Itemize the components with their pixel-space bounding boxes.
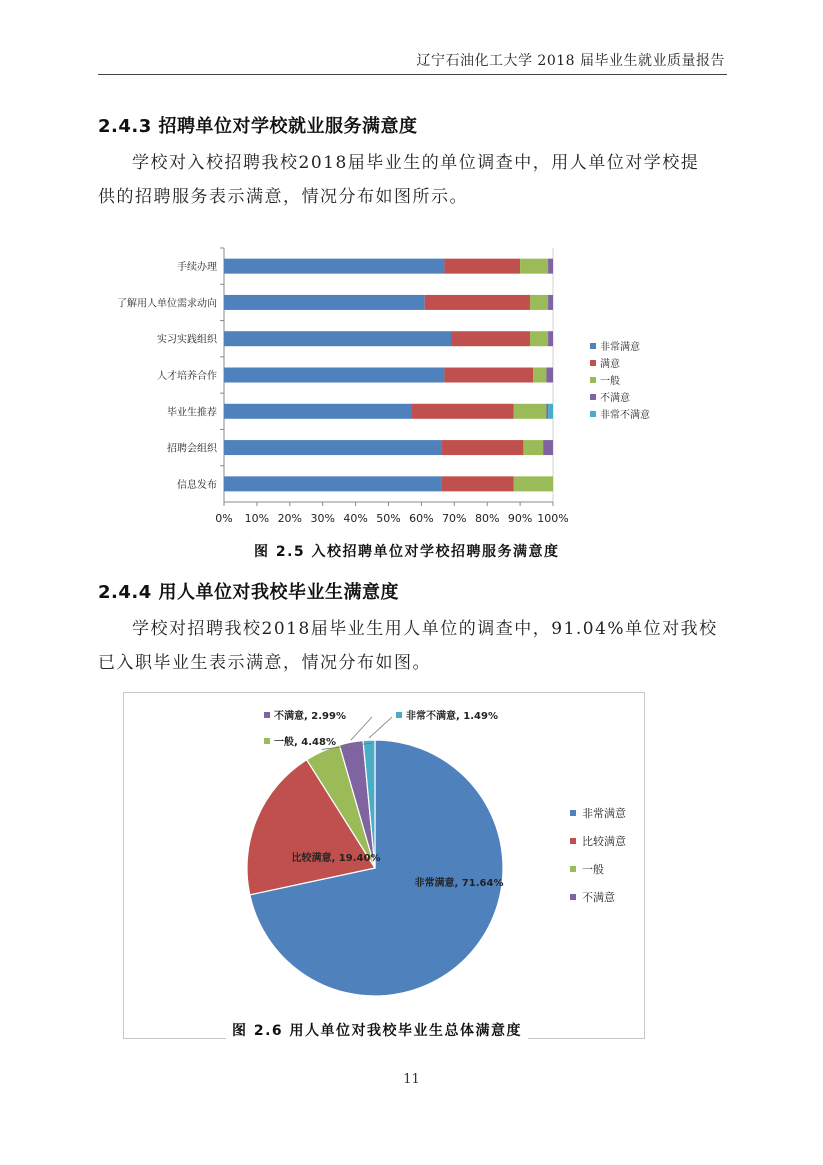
bar-segment: [548, 259, 553, 274]
bar-legend-label: 满意: [600, 359, 620, 370]
pie-legend-label: 比较满意: [582, 835, 626, 848]
bar-segment: [444, 368, 533, 383]
bar-legend-swatch: [590, 411, 596, 417]
bar-x-tick-label: 60%: [409, 512, 434, 525]
bar-segment: [425, 295, 530, 310]
bar-segment: [224, 331, 451, 346]
bar-chart: [100, 240, 720, 535]
bar-segment: [224, 404, 412, 419]
header-rule: [98, 74, 727, 75]
bar-segment: [530, 295, 548, 310]
bar-segment: [444, 259, 520, 274]
bar-category-label: 人才培养合作: [157, 371, 217, 382]
bar-segment: [548, 295, 553, 310]
pie-legend-swatch: [570, 866, 576, 872]
pie-data-label: 比较满意, 19.40%: [291, 853, 381, 864]
bar-category-label: 实习实践组织: [157, 334, 217, 346]
pie-data-label: 一般, 4.48%: [274, 737, 336, 748]
bar-x-tick-label: 100%: [537, 512, 569, 525]
section-244-heading: 2.4.4 用人单位对我校毕业生满意度: [98, 582, 400, 603]
pie-leader-line: [351, 717, 372, 740]
bar-legend-swatch: [590, 343, 596, 349]
pie-legend-label: 一般: [582, 863, 604, 876]
bar-x-tick-label: 20%: [277, 512, 303, 525]
bar-category-label: 信息发布: [177, 479, 217, 491]
bar-x-tick-label: 30%: [310, 512, 335, 525]
pie-data-label: 非常不满意, 1.49%: [406, 711, 498, 722]
section-243-heading: 2.4.3 招聘单位对学校就业服务满意度: [98, 116, 418, 137]
bar-x-tick-label: 40%: [343, 512, 368, 525]
bar-legend-label: 不满意: [600, 393, 630, 404]
bar-x-tick-label: 80%: [474, 512, 500, 525]
bar-segment: [520, 259, 548, 274]
bar-segment: [548, 331, 553, 346]
pie-legend-swatch: [570, 810, 576, 816]
bar-x-tick-label: 10%: [244, 512, 270, 525]
bar-category-label: 毕业生推荐: [167, 407, 217, 419]
bar-segment: [514, 476, 553, 491]
report-header: 辽宁石油化工大学 2018 届毕业生就业质量报告: [416, 53, 725, 69]
bar-segment: [546, 404, 548, 419]
section-244-line-2: 已入职毕业生表示满意，情况分布如图。: [98, 653, 431, 673]
bar-segment: [451, 331, 530, 346]
section-244-line-1: 学校对招聘我校2018届毕业生用人单位的调查中，91.04%单位对我校: [132, 619, 718, 639]
bar-segment: [441, 440, 523, 455]
bar-legend-swatch: [590, 360, 596, 366]
bar-legend-label: 非常满意: [600, 342, 640, 353]
pie-leader-line: [369, 717, 392, 738]
pie-label-swatch: [396, 712, 402, 718]
bar-segment: [546, 368, 553, 383]
pie-chart-svg: [124, 693, 644, 1038]
bar-segment: [514, 404, 547, 419]
bar-segment: [224, 295, 425, 310]
pie-data-label: 非常满意, 71.64%: [414, 878, 504, 889]
bar-legend-swatch: [590, 377, 596, 383]
pie-label-swatch: [264, 712, 270, 718]
bar-legend-label: 非常不满意: [600, 410, 650, 421]
pie-legend-label: 非常满意: [582, 807, 626, 820]
pie-data-label: 不满意, 2.99%: [274, 711, 346, 722]
page-number: 11: [403, 1072, 420, 1087]
bar-segment: [548, 404, 553, 419]
pie-legend-swatch: [570, 894, 576, 900]
bar-x-tick-label: 90%: [507, 512, 533, 525]
section-244-paragraph: [98, 612, 728, 680]
bar-segment: [224, 259, 444, 274]
bar-x-tick-label: 70%: [442, 512, 467, 525]
bar-segment: [530, 331, 548, 346]
bar-legend-label: 一般: [600, 376, 620, 387]
bar-category-label: 手续办理: [177, 262, 217, 274]
section-243-paragraph: [98, 146, 728, 214]
figure-2-5-caption: 图 2.5 入校招聘单位对学校招聘服务满意度: [254, 544, 560, 560]
bar-segment: [441, 476, 513, 491]
pie-chart-frame: [123, 692, 645, 1039]
pie-legend-swatch: [570, 838, 576, 844]
figure-2-6-caption: 图 2.6 用人单位对我校毕业生总体满意度: [226, 1020, 528, 1040]
bar-legend-swatch: [590, 394, 596, 400]
bar-segment: [543, 440, 553, 455]
bar-segment: [224, 440, 441, 455]
bar-segment: [523, 440, 543, 455]
bar-segment: [224, 368, 444, 383]
pie-label-swatch: [264, 738, 270, 744]
pie-legend-label: 不满意: [582, 891, 615, 904]
section-243-line-1: 学校对入校招聘我校2018届毕业生的单位调查中，用人单位对学校提: [132, 153, 700, 173]
bar-x-tick-label: 50%: [376, 512, 401, 525]
bar-segment: [412, 404, 514, 419]
bar-category-label: 了解用人单位需求动向: [117, 298, 217, 310]
bar-segment: [533, 368, 546, 383]
bar-category-label: 招聘会组织: [167, 443, 217, 455]
bar-segment: [224, 476, 441, 491]
section-243-line-2: 供的招聘服务表示满意，情况分布如图所示。: [98, 187, 468, 207]
bar-x-tick-label: 0%: [215, 512, 233, 525]
bar-chart-svg: [100, 240, 720, 535]
